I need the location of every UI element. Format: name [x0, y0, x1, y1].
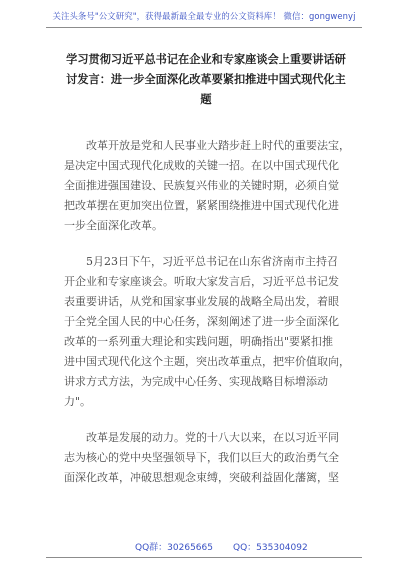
text-line: 全面推进强国建设、民族复兴伟业的关键时期，必须自觉	[64, 179, 339, 192]
text-line: 一步全面深化改革。	[64, 219, 163, 232]
text-line: 改革的一系列重大理论和实践问题，明确指出"要紧扣推	[64, 335, 334, 348]
text-line: 是决定中国式现代化成败的关键一招。在以中国式现代化	[64, 159, 339, 172]
header-notice: 关注头条号"公文研究"，获得最新最全最专业的公文资料库！ 微信：gongwenyj	[52, 11, 356, 21]
footer-qq: QQ：535304092	[233, 543, 308, 553]
text-line: 面深化改革，冲破思想观念束缚，突破利益固化藩篱，坚	[64, 471, 339, 484]
footer-divider	[46, 557, 362, 558]
paragraph	[64, 136, 354, 236]
document-body	[64, 136, 354, 504]
text-line: 于全党全国人民的中心任务，深刻阐述了进一步全面深化	[64, 315, 339, 328]
text-line: 志为核心的党中央坚强领导下，我们以巨大的政治勇气全	[64, 451, 339, 464]
title-line: 题	[200, 93, 212, 106]
text-line: 力"。	[64, 395, 92, 408]
header-divider	[46, 27, 362, 28]
paragraph	[64, 428, 354, 488]
text-line: 改革开放是党和人民事业大踏步赶上时代的重要法宝，	[86, 139, 350, 152]
paragraph	[64, 252, 354, 412]
text-line: 把改革摆在更加突出位置，紧紧围绕推进中国式现代化进	[64, 199, 339, 212]
text-line: 表重要讲话，从党和国家事业发展的战略全局出发，着眼	[64, 295, 339, 308]
text-line: 开企业和专家座谈会。听取大家发言后，习近平总书记发	[64, 275, 339, 288]
text-line: 改革是发展的动力。党的十八大以来，在以习近平同	[86, 431, 339, 444]
footer-qq-group: QQ群：30265665	[135, 543, 213, 553]
text-line: 讲求方式方法，为完成中心任务、实现战略目标增添动	[64, 375, 328, 388]
document-title	[62, 50, 350, 110]
footer	[0, 540, 408, 556]
text-line: 进中国式现代化这个主题，突出改革重点，把牢价值取向，	[64, 355, 350, 368]
title-line: 讨发言：进一步全面深化改革要紧扣推进中国式现代化主	[66, 73, 346, 86]
text-line: 5月23日下午，习近平总书记在山东省济南市主持召	[86, 255, 338, 268]
title-line: 学习贯彻习近平总书记在企业和专家座谈会上重要讲话研	[66, 53, 346, 66]
